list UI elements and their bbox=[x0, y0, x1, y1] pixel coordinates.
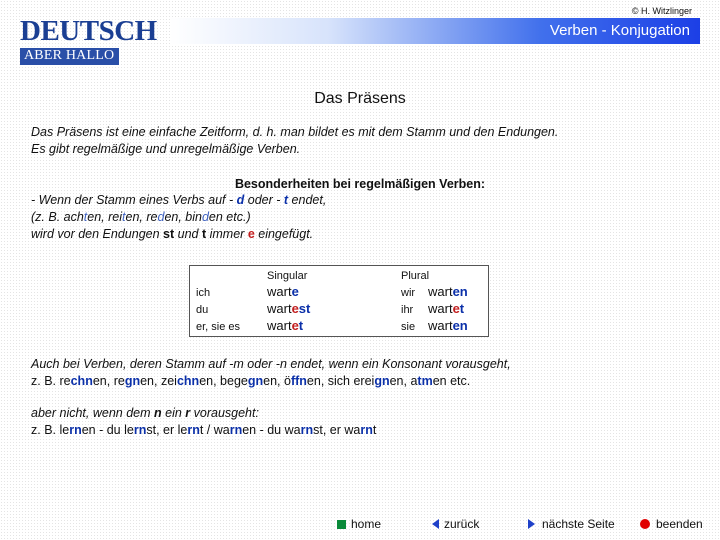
ending: en bbox=[452, 318, 468, 333]
text: z. B. bbox=[31, 374, 60, 388]
logo-title: DEUTSCH bbox=[20, 15, 157, 47]
stem: wart bbox=[428, 301, 453, 316]
text: en - du wa bbox=[242, 423, 301, 437]
consonant-line-1: Auch bei Verben, deren Stamm auf -m oder -n endet, wenn ein Konsonant vorausgeht, bbox=[31, 357, 511, 371]
text: und bbox=[174, 227, 202, 241]
verb-form-singular bbox=[267, 301, 310, 316]
text: immer bbox=[206, 227, 248, 241]
exit-dot-icon bbox=[640, 519, 650, 529]
highlight: gn bbox=[247, 374, 264, 388]
consonant-examples bbox=[31, 373, 470, 390]
logo bbox=[20, 16, 172, 64]
exception-examples bbox=[31, 422, 376, 439]
letter-d: d bbox=[236, 193, 245, 207]
intro-line-2: Es gibt regelmäßige und unregelmäßige Verben. bbox=[31, 142, 301, 156]
text: ein bbox=[161, 406, 186, 420]
text: t / wa bbox=[199, 423, 230, 437]
text: en etc. bbox=[432, 374, 471, 388]
highlight: rn bbox=[187, 423, 200, 437]
verb-form-plural bbox=[428, 284, 468, 299]
verb-form-plural bbox=[428, 301, 464, 316]
text: en, bbox=[263, 374, 284, 388]
arrow-left-icon bbox=[432, 519, 439, 529]
ending: t bbox=[298, 318, 304, 333]
home-label: home bbox=[351, 517, 382, 531]
text: en, rei bbox=[87, 210, 123, 224]
text: (z. B. ach bbox=[31, 210, 84, 224]
text: t bbox=[372, 423, 377, 437]
verb-form-singular bbox=[267, 318, 303, 333]
stem: wart bbox=[267, 301, 292, 316]
ending: st bbox=[298, 301, 311, 316]
stem: wart bbox=[267, 318, 292, 333]
text: en, re bbox=[125, 210, 158, 224]
text: oder - bbox=[244, 193, 284, 207]
copyright-text: © H. Witzlinger bbox=[631, 6, 692, 16]
ending: en bbox=[452, 284, 468, 299]
next-label: nächste Seite bbox=[542, 517, 615, 531]
text: - Wenn der Stamm eines Verbs auf - bbox=[31, 193, 237, 207]
highlight: ffn bbox=[290, 374, 307, 388]
ending: e bbox=[291, 284, 299, 299]
highlight: gn bbox=[374, 374, 390, 388]
text: re bbox=[59, 374, 71, 388]
conjugation-table bbox=[189, 265, 489, 337]
text: st, er le bbox=[146, 423, 188, 437]
plural-header: Plural bbox=[401, 270, 430, 282]
text: en, bin bbox=[164, 210, 202, 224]
highlight: rn bbox=[229, 423, 243, 437]
ending-st: st bbox=[163, 227, 175, 241]
special-line-2 bbox=[31, 209, 251, 226]
highlight: chn bbox=[176, 374, 200, 388]
text: en, bbox=[389, 374, 411, 388]
text: en, bbox=[306, 374, 328, 388]
stem: wart bbox=[267, 284, 292, 299]
letter-r: r bbox=[185, 406, 191, 420]
stem: wart bbox=[428, 318, 453, 333]
highlight: rn bbox=[300, 423, 314, 437]
highlight: gn bbox=[124, 374, 141, 388]
exit-button[interactable] bbox=[640, 517, 703, 531]
special-line-1 bbox=[31, 192, 326, 209]
pronoun-singular: ich bbox=[196, 287, 211, 299]
intro-line-1: Das Präsens ist eine einfache Zeitform, d. h. man bildet es mit dem Stamm und den Endungen. bbox=[31, 125, 559, 139]
home-button[interactable] bbox=[337, 517, 381, 531]
text: zei bbox=[160, 374, 177, 388]
inserted-e: e bbox=[452, 301, 460, 316]
pronoun-plural: ihr bbox=[401, 304, 414, 316]
pronoun-singular: er, sie es bbox=[196, 321, 241, 333]
stem: wart bbox=[428, 284, 453, 299]
ending: t bbox=[459, 301, 465, 316]
inserted-e: e bbox=[291, 318, 299, 333]
highlight: d bbox=[201, 210, 209, 224]
highlight: t bbox=[122, 210, 126, 224]
highlight: tm bbox=[417, 374, 433, 388]
text: st, er wa bbox=[313, 423, 361, 437]
highlight: rn bbox=[133, 423, 147, 437]
pronoun-plural: wir bbox=[401, 287, 416, 299]
ending-t: t bbox=[201, 227, 207, 241]
highlight: t bbox=[83, 210, 88, 224]
highlight: rn bbox=[69, 423, 82, 437]
letter-n: n bbox=[154, 406, 162, 420]
header-bar bbox=[170, 18, 700, 44]
next-page-button[interactable] bbox=[528, 517, 615, 531]
text: en, bbox=[199, 374, 221, 388]
text: en, bbox=[92, 374, 114, 388]
logo-subtitle: ABER HALLO bbox=[20, 48, 119, 65]
page-title: Das Präsens bbox=[314, 90, 406, 107]
text: wird vor den Endungen bbox=[31, 227, 164, 241]
singular-header: Singular bbox=[267, 270, 308, 282]
text: vorausgeht: bbox=[190, 406, 259, 420]
text: ö bbox=[284, 374, 291, 388]
special-heading: Besonderheiten bei regelmäßigen Verben: bbox=[234, 177, 486, 191]
verb-form-plural bbox=[428, 318, 468, 333]
arrow-right-icon bbox=[528, 519, 535, 529]
text: bege bbox=[220, 374, 248, 388]
text: a bbox=[410, 374, 418, 388]
pronoun-singular: du bbox=[196, 304, 209, 316]
letter-t: t bbox=[283, 193, 289, 207]
exit-label: beenden bbox=[656, 517, 703, 531]
home-square-icon bbox=[337, 520, 346, 529]
highlight: d bbox=[157, 210, 165, 224]
letter-e: e bbox=[247, 227, 255, 241]
text: re bbox=[113, 374, 125, 388]
text: en - du le bbox=[81, 423, 134, 437]
exception-line-1 bbox=[31, 405, 259, 422]
back-button[interactable] bbox=[432, 517, 479, 531]
verb-form-singular bbox=[267, 284, 299, 299]
text: en etc.) bbox=[208, 210, 251, 224]
text: le bbox=[59, 423, 70, 437]
text: sich erei bbox=[327, 374, 375, 388]
highlight: chn bbox=[70, 374, 93, 388]
text: z. B. bbox=[31, 423, 60, 437]
text: endet, bbox=[288, 193, 327, 207]
inserted-e: e bbox=[291, 301, 299, 316]
text: en, bbox=[140, 374, 161, 388]
text: aber nicht, wenn dem bbox=[31, 406, 154, 420]
header-title: Verben - Konjugation bbox=[549, 22, 690, 39]
pronoun-plural: sie bbox=[401, 321, 416, 333]
highlight: rn bbox=[360, 423, 373, 437]
special-line-3 bbox=[31, 226, 313, 243]
back-label: zurück bbox=[444, 517, 480, 531]
text: eingefügt. bbox=[254, 227, 314, 241]
